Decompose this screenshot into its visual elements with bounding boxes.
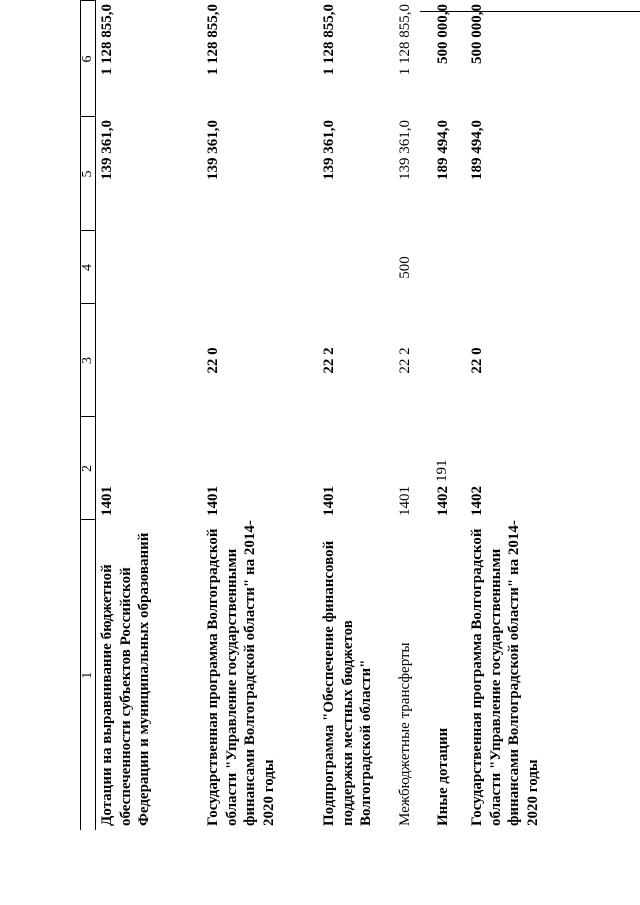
row-name: Подпрограмма "Обеспечение финансовой поддержки местных бюджетов Волгоградской области" — [321, 540, 374, 826]
row-program: 22 0 — [205, 347, 221, 374]
row-program — [96, 304, 205, 417]
row-section: 1401 — [321, 486, 337, 516]
row-amount-col5: 139 361,0 — [397, 120, 413, 180]
table-row — [396, 1, 434, 830]
row-program: 22 2 — [397, 347, 413, 374]
row-amount-col5: 189 494,0 — [435, 120, 451, 180]
row-amount-col6: 1 128 855,0 — [397, 4, 413, 76]
row-expense-type — [468, 231, 558, 304]
row-program — [434, 304, 468, 417]
row-name: Иные дотации — [435, 727, 451, 826]
row-name: Государственная программа Волгоградской области "Управление государственными финансами Волгоградской области" на 2014-2020 годы — [469, 520, 541, 826]
row-name: Дотации на выравнивание бюджетной обеспеченности субъектов Российской Федерации и муниципальных образований — [99, 532, 152, 826]
table-row — [320, 1, 396, 830]
row-amount-col5: 139 361,0 — [321, 120, 337, 180]
header-col-2: 2 — [81, 417, 96, 520]
table-row — [204, 1, 320, 830]
row-section: 1401 — [397, 486, 413, 516]
table-row — [434, 1, 468, 830]
row-expense-type — [320, 231, 396, 304]
row-section: 1402 — [469, 486, 485, 516]
table-header-row — [81, 1, 96, 830]
row-amount-col6: 1 128 855,0 — [205, 4, 221, 76]
budget-table — [80, 1, 558, 831]
row-amount-col5: 139 361,0 — [205, 120, 221, 180]
row-amount-col6: 1 128 855,0 — [321, 4, 337, 76]
row-expense-type — [434, 231, 468, 304]
row-name: Государственная программа Волгоградской области "Управление государственными финансами Волгоградской области" на 2014-2020 годы — [205, 520, 277, 826]
header-col-5: 5 — [81, 117, 96, 231]
row-expense-type — [204, 231, 320, 304]
row-amount-col5: 139 361,0 — [99, 120, 115, 180]
row-amount-col6: 1 128 855,0 — [99, 4, 115, 76]
row-section: 1401 — [99, 486, 115, 516]
header-col-6: 6 — [81, 1, 96, 117]
row-program: 22 0 — [469, 347, 485, 374]
row-section: 1402 — [435, 486, 451, 516]
table-row — [96, 1, 205, 830]
header-col-1: 1 — [80, 671, 95, 679]
row-amount-col5: 189 494,0 — [469, 120, 485, 180]
row-program: 22 2 — [321, 347, 337, 374]
row-expense-type — [96, 231, 205, 304]
row-name: Межбюджетные трансферты — [397, 642, 413, 826]
row-amount-col6: 500 000,0 — [469, 4, 485, 64]
header-col-4: 4 — [81, 231, 96, 304]
row-expense-type: 500 — [397, 256, 413, 279]
row-section: 1401 — [205, 486, 221, 516]
row-amount-col6: 500 000,0 — [435, 4, 451, 64]
page-number-text: 191 — [433, 459, 450, 482]
header-col-3: 3 — [81, 304, 96, 417]
table-row — [468, 1, 558, 830]
